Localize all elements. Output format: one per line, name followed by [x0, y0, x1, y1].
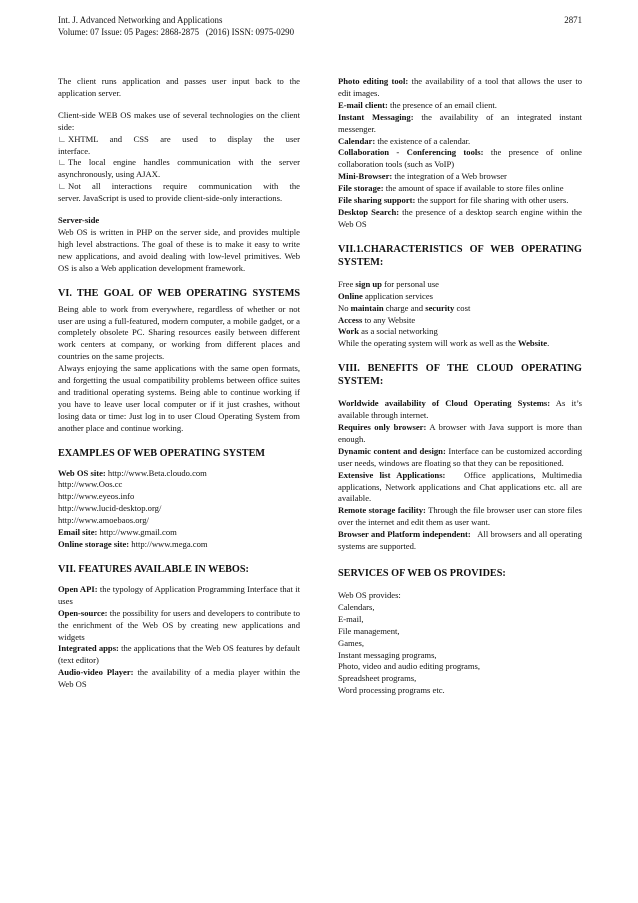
example-line: Web OS site: http://www.Beta.cloudo.com: [58, 467, 207, 478]
bullet-mark: ∟: [58, 133, 67, 144]
paragraph: Web OS is written in PHP on the server side, and provides multiple high level abstractions. The goal of these is to make it easy to write new applications, and avoid dealing with low-level primitives. Web OS is also a Web application development framework.: [58, 226, 300, 273]
section-heading-benefits: VIII. BENEFITS OF THE CLOUD OPERATING SYSTEM:: [338, 363, 582, 388]
feature-item: File storage: the amount of space if available to store files online: [338, 183, 564, 194]
bullet-continuation: server. JavaScript is used to provide client-side-only interactions.: [58, 193, 283, 204]
feature-item: Desktop Search: the presence of a desktop search engine within the Web OS: [338, 206, 582, 229]
page-number: 2871: [564, 15, 582, 25]
subheading-server-side: Server-side: [58, 215, 100, 226]
section-heading-examples: EXAMPLES OF WEB OPERATING SYSTEM: [58, 447, 265, 459]
bullet-continuation: interface.: [58, 145, 91, 156]
section-heading-features: VII. FEATURES AVAILABLE IN WEBOS:: [58, 563, 249, 575]
characteristic-line: Work as a social networking: [338, 326, 438, 337]
service-line: Photo, video and audio editing programs,: [338, 661, 481, 672]
service-line: Games,: [338, 637, 365, 648]
benefit-item: Extensive list Applications: Office applications, Multimedia applications, Network applications and Chat applications etc. all are available.: [338, 469, 585, 504]
url-line: http://www.lucid-desktop.org/: [58, 503, 162, 514]
benefit-item: Remote storage facility: Through the file browser user can store files over the internet and edit them as user want.: [338, 505, 582, 528]
example-line: Email site: http://www.gmail.com: [58, 527, 177, 538]
benefit-item: Requires only browser: A browser with Java support is more than enough.: [338, 422, 582, 444]
example-line: Online storage site: http://www.mega.com: [58, 539, 208, 549]
bullet-item: ∟ Not all interactions require communication with the: [58, 181, 300, 192]
characteristic-line: Free sign up for personal use: [338, 278, 439, 289]
benefit-item: Worldwide availability of Cloud Operating Systems: As it’s available through internet.: [338, 398, 582, 421]
bullet-item: ∟ XHTML and CSS are used to display the user: [58, 133, 300, 144]
url-line: http://www.eyeos.info: [58, 491, 135, 502]
section-heading-goal: VI. THE GOAL OF WEB OPERATING SYSTEMS: [58, 287, 300, 299]
service-line: File management,: [338, 625, 400, 636]
feature-item: Mini-Browser: the integration of a Web browser: [338, 171, 507, 182]
service-line: Spreadsheet programs,: [338, 673, 417, 684]
feature-item: Open API: the typology of Application Programming Interface that it uses: [58, 583, 300, 606]
paragraph: Being able to work from everywhere, regardless of whether or not user are using a full-featured, modern computer, a mobile gadget, or a completely obsolete PC. Sharing resources easily between different work centers at company, or working from different places and countries on the same projects.: [58, 303, 300, 362]
feature-item: E-mail client: the presence of an email client.: [338, 99, 497, 110]
service-line: Web OS provides:: [338, 590, 401, 600]
bullet-mark: ∟: [58, 181, 67, 192]
characteristic-line: While the operating system will work as well as the Website.: [338, 338, 550, 349]
feature-item: Integrated apps: the applications that the Web OS features by default (text editor): [58, 643, 301, 666]
paragraph: Always enjoying the same applications with the same open formats, and forgetting the usual compatibility problems between office suites and traditional operating systems. Being able to continue working if you have to leave user local computer or if it just crashes, without losing data or time: Just log in to user Cloud Operating System from another place and continue working.: [58, 363, 300, 433]
feature-item: Collaboration - Conferencing tools: the presence of online collaboration tools (such as VoIP): [338, 147, 582, 170]
service-line: Word processing programs etc.: [338, 685, 445, 696]
bullet-mark: ∟: [58, 157, 67, 168]
characteristic-line: No maintain charge and security cost: [338, 302, 471, 313]
characteristic-line: Online application services: [338, 290, 433, 301]
characteristic-line: Access to any Website: [338, 314, 416, 325]
url-line: http://www.Oos.cc: [58, 479, 123, 490]
running-header: [58, 14, 582, 38]
service-line: Calendars,: [338, 601, 375, 612]
feature-item: Instant Messaging: the availability of an integrated instant messenger.: [338, 111, 583, 134]
volume-line: Volume: 07 Issue: 05 Pages: 2868-2875 (2016) ISSN: 0975-0290: [58, 27, 295, 37]
bullet-item: ∟ The local engine handles communication with the server asynchronously, using AJAX.: [58, 157, 300, 180]
left-column: [58, 76, 300, 691]
feature-item: Photo editing tool: the availability of a tool that allows the user to edit images.: [338, 76, 583, 98]
right-column: [338, 76, 585, 697]
benefit-item: Browser and Platform independent: All browsers and all operating systems are supported.: [338, 529, 585, 552]
feature-item: File sharing support: the support for file sharing with other users.: [338, 195, 569, 206]
paragraph: Client-side WEB OS makes use of several technologies on the client side:: [58, 109, 300, 132]
url-line: http://www.amoebaos.org/: [58, 515, 149, 526]
feature-item: Calendar: the existence of a calendar.: [338, 135, 471, 146]
service-line: E-mail,: [338, 613, 364, 624]
feature-item: Open-source: the possibility for users and developers to contribute to the enrichment of the Web OS by creating new applications and widgets: [58, 607, 300, 642]
journal-name: Int. J. Advanced Networking and Applications: [58, 15, 223, 25]
section-heading-services: SERVICES OF WEB OS PROVIDES:: [338, 568, 506, 579]
benefit-item: Dynamic content and design: Interface can be customized according user needs, windows are floating so that they can be repositioned.: [338, 445, 582, 468]
service-line: Instant messaging programs,: [338, 649, 437, 660]
section-heading-characteristics: VII.1.CHARACTERISTICS OF WEB OPERATING SYSTEM:: [338, 243, 582, 268]
feature-item: Audio-video Player: the availability of a media player within the Web OS: [58, 667, 301, 690]
paragraph: The client runs application and passes user input back to the application server.: [58, 76, 300, 98]
